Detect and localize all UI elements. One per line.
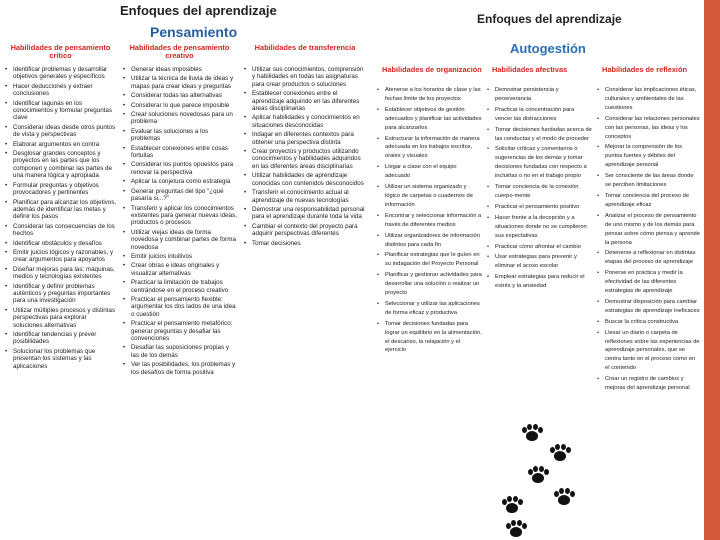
section-subtitle-thinking: Pensamiento xyxy=(150,24,238,40)
self-management-panel xyxy=(372,0,702,540)
paw-print-icon xyxy=(506,520,526,538)
skill-list xyxy=(376,86,482,355)
skill-item: • Solucionar los problemas que presentan los sistemas y las aplicaciones xyxy=(4,348,117,370)
skill-item: • Utilizar sus conocimientos, comprensión y habilidades en todas las asignaturas para crear productos o soluciones xyxy=(243,66,367,88)
skill-item: • Seleccionar y utilizar las aplicaciones de forma eficaz y productiva xyxy=(376,300,482,318)
skill-item: • Detenerse a reflexionar en distintas etapas del proceso de aprendizaje xyxy=(596,249,700,267)
page-title-right: Enfoques del aprendizaje xyxy=(477,12,622,26)
skill-item: • Practicar la concentración para vencer las distracciones xyxy=(486,106,592,124)
skill-item: • Utilizar un sistema organizado y lógico de carpetas o cuadernos de información xyxy=(376,183,482,210)
column-header: Habilidades de reflexión xyxy=(602,66,688,74)
skill-item: • Tomar decisiones fundadas acerca de las conductas y el modo de proceder xyxy=(486,126,592,144)
column-critical-thinking xyxy=(4,44,117,538)
skill-item: • Indagar en diferentes contextos para obtener una perspectiva distinta xyxy=(243,131,367,146)
skill-item: • Tomar conciencia del proceso de aprendizaje eficaz xyxy=(596,192,700,210)
skill-item: • Buscar la crítica constructiva xyxy=(596,318,700,327)
column-header: Habilidades de pensamiento creativo xyxy=(129,44,230,60)
skill-item: • Aplicar la conjetura como estrategia xyxy=(122,178,237,185)
skill-item: • Considerar los puntos opuestos para renovar la perspectiva xyxy=(122,161,237,176)
column-transfer xyxy=(243,44,367,538)
skill-item: • Evaluar las soluciones a los problemas xyxy=(122,128,237,143)
skill-item: • Hacer frente a la decepción y a situaciones donde no se cumplieron sus expectativas xyxy=(486,214,592,241)
skill-item: • Usar estrategias para prevenir y eliminar el acoso escolar xyxy=(486,253,592,271)
column-organization xyxy=(376,66,482,536)
paw-print-icon xyxy=(550,444,570,462)
skill-item: • Formular preguntas y objetivos provocadores y pertinentes xyxy=(4,182,117,197)
skill-list xyxy=(243,66,367,247)
skill-item: • Cambiar el contexto del proyecto para adquirir perspectivas diferentes xyxy=(243,223,367,238)
skill-item: • Transferir y aplicar los conocimientos existentes para generar nuevas ideas, productos o procesos xyxy=(122,205,237,227)
skill-item: • Estructurar la información de manera adecuada en los trabajos escritos, orales y visuales xyxy=(376,135,482,162)
skill-item: • Mejorar la comprensión de los puntos fuertes y débiles del aprendizaje personal xyxy=(596,143,700,170)
skill-item: • Identificar problemas y desarrollar objetivos generales y específicos xyxy=(4,66,117,81)
skill-list xyxy=(122,66,237,376)
skill-item: • Ser consciente de las áreas donde se perciben limitaciones xyxy=(596,172,700,190)
skill-item: • Utilizar la técnica de lluvia de ideas y mapas para crear ideas y preguntas xyxy=(122,75,237,90)
skill-item: • Practicar el pensamiento metafórico: generar preguntas y desafiar las convenciones xyxy=(122,320,237,342)
accent-bar xyxy=(704,0,720,540)
skill-item: • Tomar decisiones fundadas para lograr un equilibrio en la alimentación, el descanso, la relajación y el ejercicio xyxy=(376,320,482,356)
skill-item: • Tomar conciencia de la conexión cuerpo-mente xyxy=(486,183,592,201)
skill-item: • Demostrar una responsabilidad personal para el aprendizaje durante toda la vida xyxy=(243,206,367,221)
skill-item: • Practicar la limitación de trabajos centrándose en el proceso creativo xyxy=(122,279,237,294)
skill-item: • Diseñar mejoras para las: máquinas, medios y tecnologías existentes xyxy=(4,266,117,281)
skill-item: • Generar ideas imposibles xyxy=(122,66,237,73)
skill-item: • Atenerse a los horarios de clase y las fechas límite de los proyectos xyxy=(376,86,482,104)
skill-item: • Elaborar argumentos en contra xyxy=(4,141,117,148)
skill-item: • Generar preguntas del tipo "¿qué pasaría si...?" xyxy=(122,188,237,203)
column-header: Habilidades afectivas xyxy=(492,66,568,74)
skill-list xyxy=(4,66,117,370)
paw-print-icon xyxy=(502,496,522,514)
skill-item: • Identificar tendencias y prever posibilidades xyxy=(4,331,117,346)
skill-item: • Identificar lagunas en los conocimientos y formular preguntas clave xyxy=(4,100,117,122)
skill-item: • Identificar y definir problemas auténticos y preguntas importantes para una investigación xyxy=(4,283,117,305)
skill-list xyxy=(596,86,700,393)
column-creative-thinking xyxy=(122,44,237,538)
skill-item: • Planificar estrategias que le guíen en su indagación del Proyecto Personal xyxy=(376,251,482,269)
skill-item: • Practicar el pensamiento positivo xyxy=(486,203,592,212)
skill-item: • Desglosar grandes conceptos y proyectos en las partes que los componen y combinar las partes de una manera lógica y apropiada xyxy=(4,150,117,180)
skill-item: • Establecer objetivos de gestión adecuados y planificar las actividades para alcanzarlos xyxy=(376,106,482,133)
skill-item: • Crear soluciones novedosas para un problema xyxy=(122,111,237,126)
skill-item: • Solicitar críticas y comentarios o sugerencias de los demás y tomar decisiones fundadas con respecto a incluirlas o no en el trabajo propio xyxy=(486,145,592,181)
skill-item: • Emitir juicios lógicos y razonables, y crear argumentos para apoyarlos xyxy=(4,249,117,264)
skill-list xyxy=(486,86,592,291)
skill-item: • Llegar a clase con el equipo adecuado xyxy=(376,163,482,181)
skill-item: • Considerar lo que parece imposible xyxy=(122,102,237,109)
skill-item: • Tomar decisiones xyxy=(243,240,367,247)
skill-item: • Establecer conexiones entre el aprendizaje adquirido en las diferentes áreas disciplinarias xyxy=(243,90,367,112)
skill-item: • Utilizar viejas ideas de forma novedosa y combinar partes de forma novedosa xyxy=(122,229,237,251)
skill-item: • Transferir el conocimiento actual al aprendizaje de nuevas tecnologías xyxy=(243,189,367,204)
skill-item: • Aplicar habilidades y conocimientos en situaciones desconocidas xyxy=(243,114,367,129)
skill-item: • Utilizar habilidades de aprendizaje conocidas con contenidos desconocidos xyxy=(243,172,367,187)
skill-item: • Ponerse en práctica y medir la efectividad de las diferentes estrategias de aprendizaje xyxy=(596,269,700,296)
column-header: Habilidades de organización xyxy=(382,66,482,74)
skill-item: • Llevar un diario o carpeta de reflexiones sobre las experiencias de aprendizaje personales, que se centra tanto en el proceso como en el contenido xyxy=(596,329,700,374)
paw-print-icon xyxy=(528,466,548,484)
skill-item: • Establecer conexiones entre cosas fortuitas xyxy=(122,145,237,160)
skill-item: • Crear un registro de cambios y mejoras del aprendizaje personal xyxy=(596,375,700,393)
skill-item: • Ver las posibilidades, los problemas y los desafíos de forma positiva xyxy=(122,361,237,376)
skill-item: • Considerar las consecuencias de los hechos xyxy=(4,223,117,238)
skill-item: • Emplear estrategias para reducir el estrés y la ansiedad xyxy=(486,273,592,291)
skill-item: • Considerar las implicaciones éticas, culturales y ambientales de las cuestiones xyxy=(596,86,700,113)
skill-item: • Crear obras e ideas originales y visualizar alternativas xyxy=(122,262,237,277)
skill-item: • Demostrar disposición para cambiar estrategias de aprendizaje ineficaces xyxy=(596,298,700,316)
page-title-left: Enfoques del aprendizaje xyxy=(120,3,277,18)
column-reflection xyxy=(596,66,700,536)
skill-item: • Practicar el pensamiento flexible: argumentar los dos lados de una idea o cuestión xyxy=(122,296,237,318)
skill-item: • Demostrar persistencia y perseverancia xyxy=(486,86,592,104)
skill-item: • Considerar las relaciones personales con las personas, las ideas y los conceptos xyxy=(596,115,700,142)
skill-item: • Encontrar y seleccionar información a través de diferentes medios xyxy=(376,212,482,230)
skill-item: • Crear proyectos y productos utilizando conocimientos y habilidades adquiridos en las diferentes áreas disciplinarias xyxy=(243,148,367,170)
skill-item: • Practicar cómo afrontar el cambio xyxy=(486,243,592,252)
skill-item: • Considerar todas las alternativas xyxy=(122,92,237,99)
paw-print-icon xyxy=(522,424,542,442)
skill-item: • Planificar y gestionar actividades para desarrollar una solución o realizar un proyecto xyxy=(376,271,482,298)
column-header: Habilidades de pensamiento crítico xyxy=(10,44,111,60)
skill-item: • Utilizar organizadores de información distintos para cada fin xyxy=(376,232,482,250)
column-header: Habilidades de transferencia xyxy=(254,44,356,52)
paw-print-icon xyxy=(554,488,574,506)
skill-item: • Planificar para alcanzar los objetivos, además de identificar las metas y definir los pasos xyxy=(4,199,117,221)
skill-item: • Emitir juicios intuitivos xyxy=(122,253,237,260)
skill-item: • Hacer deducciones y extraer conclusiones xyxy=(4,83,117,98)
skill-item: • Desafiar las suposiciones propias y las de los demás xyxy=(122,344,237,359)
skill-item: • Identificar obstáculos y desafíos xyxy=(4,240,117,247)
skill-item: • Analizar el proceso de pensamiento de uno mismo y de los demás para pensar sobre cómo piensa y aprende la persona xyxy=(596,212,700,248)
skill-item: • Considerar ideas desde otros puntos de vista y perspectivas xyxy=(4,124,117,139)
skill-item: • Utilizar múltiples procesos y distintas perspectivas para explorar soluciones alternativas xyxy=(4,307,117,329)
section-subtitle-self-management: Autogestión xyxy=(510,41,586,56)
